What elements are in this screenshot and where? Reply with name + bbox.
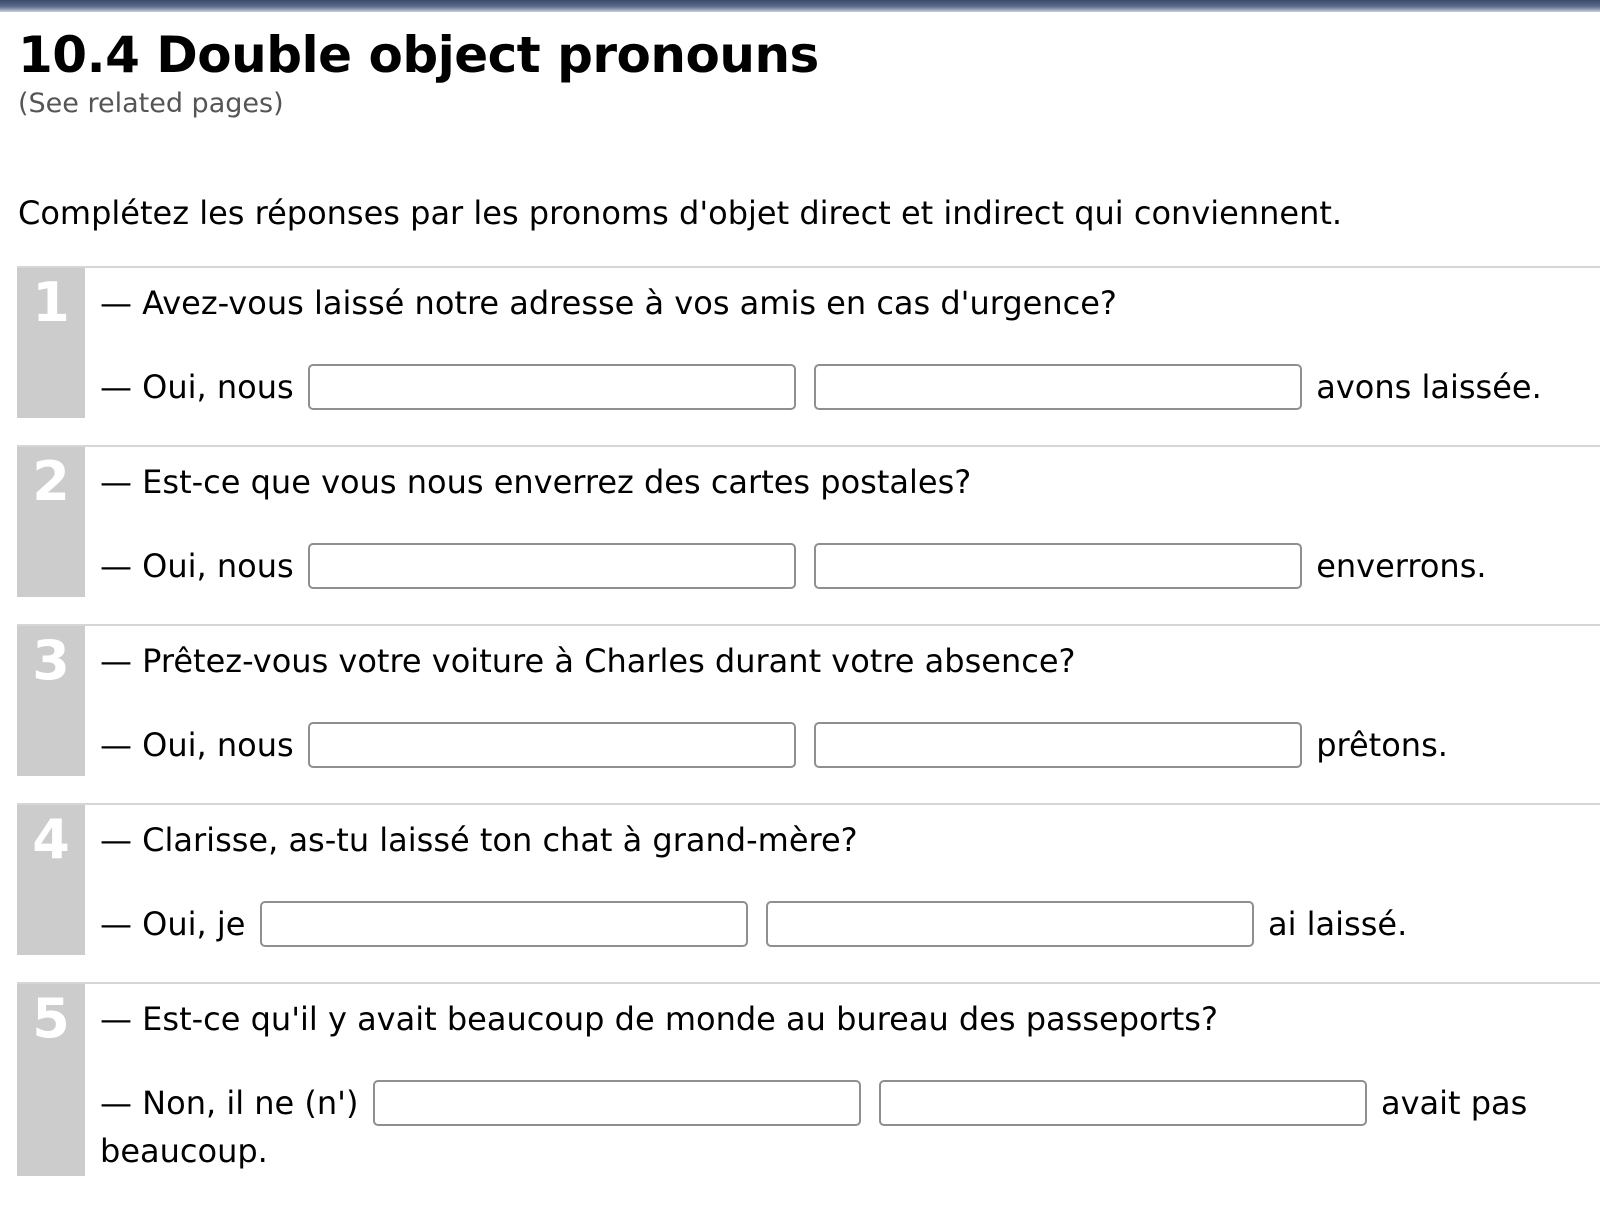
answer-suffix: prêtons. — [1316, 726, 1448, 764]
exercise-answer-line — [100, 364, 1600, 410]
answer-prefix: — Oui, nous — [100, 547, 294, 585]
answer-prefix: — Non, il ne (n') — [100, 1084, 359, 1122]
exercise-question: — Est-ce que vous nous enverrez des cartes postales? — [100, 463, 972, 501]
answer-suffix: avait pas — [1380, 1084, 1528, 1122]
exercise-item-5 — [17, 982, 1600, 1184]
exercise-question: — Avez-vous laissé notre adresse à vos amis en cas d'urgence? — [100, 284, 1117, 322]
exercise-answer-line — [100, 543, 1600, 589]
answer-prefix: — Oui, je — [100, 905, 246, 943]
top-gradient-bar — [0, 0, 1600, 12]
pronoun-input-1[interactable] — [260, 901, 748, 947]
answer-prefix: — Oui, nous — [100, 726, 294, 764]
exercise-number: 1 — [17, 268, 85, 418]
pronoun-input-2[interactable] — [814, 543, 1302, 589]
pronoun-input-2[interactable] — [879, 1080, 1367, 1126]
exercise-instructions: Complétez les réponses par les pronoms d'objet direct et indirect qui conviennent. — [18, 194, 1343, 232]
pronoun-input-1[interactable] — [308, 543, 796, 589]
exercise-question: — Est-ce qu'il y avait beaucoup de monde au bureau des passeports? — [100, 1000, 1218, 1038]
pronoun-input-1[interactable] — [308, 722, 796, 768]
pronoun-input-2[interactable] — [766, 901, 1254, 947]
pronoun-input-2[interactable] — [814, 722, 1302, 768]
pronoun-input-2[interactable] — [814, 364, 1302, 410]
exercise-item-3 — [17, 624, 1600, 778]
page-title: 10.4 Double object pronouns — [18, 26, 819, 84]
answer-prefix: — Oui, nous — [100, 368, 294, 406]
related-pages-link[interactable]: (See related pages) — [18, 88, 284, 119]
answer-continuation: beaucoup. — [100, 1132, 268, 1170]
pronoun-input-1[interactable] — [373, 1080, 861, 1126]
answer-suffix: ai laissé. — [1267, 905, 1408, 943]
exercise-answer-line — [100, 901, 1600, 947]
exercise-number: 2 — [17, 447, 85, 597]
exercise-number: 3 — [17, 626, 85, 776]
answer-suffix: enverrons. — [1316, 547, 1487, 585]
exercise-question: — Clarisse, as-tu laissé ton chat à grand-mère? — [100, 821, 858, 859]
exercise-item-4 — [17, 803, 1600, 957]
exercise-item-2 — [17, 445, 1600, 599]
exercise-question: — Prêtez-vous votre voiture à Charles durant votre absence? — [100, 642, 1076, 680]
answer-suffix: avons laissée. — [1316, 368, 1542, 406]
exercise-item-1 — [17, 266, 1600, 420]
exercise-number: 4 — [17, 805, 85, 955]
exercise-number: 5 — [17, 984, 85, 1176]
exercise-answer-line — [100, 1080, 1600, 1126]
exercise-answer-line — [100, 722, 1600, 768]
pronoun-input-1[interactable] — [308, 364, 796, 410]
